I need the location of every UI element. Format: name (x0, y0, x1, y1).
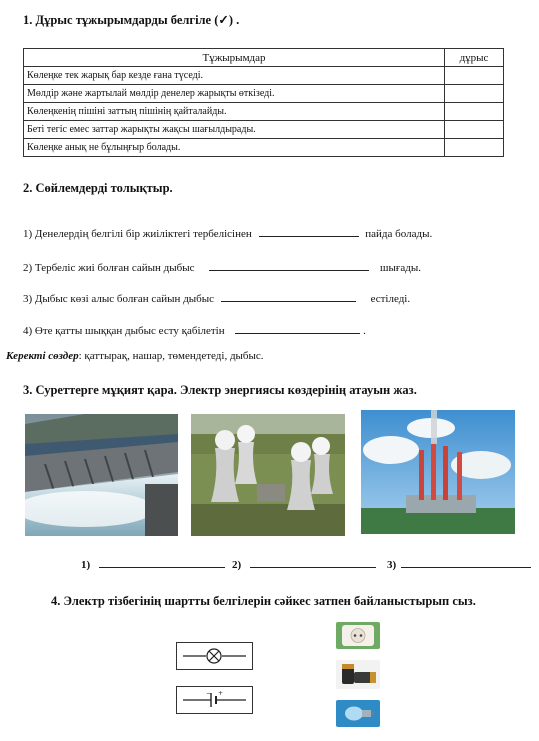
table-row (24, 121, 504, 139)
checkbox-cell[interactable] (445, 103, 504, 121)
sentence-1-start: 1) Денелердің белгілі бір жиіліктегі тербелісінен (23, 228, 252, 240)
sentence-2-end: шығады. (380, 262, 422, 274)
answer-label-3: 3) (387, 559, 397, 571)
checkbox-cell[interactable] (445, 139, 504, 157)
q4-title: 4. Электр тізбегінің шартты белгілерін сәйкес затпен байланыстырып сыз. (51, 594, 476, 608)
answer-line-1 (81, 557, 225, 571)
batteries-image[interactable] (336, 660, 380, 689)
answer-blank-1[interactable] (259, 226, 359, 237)
hydro-dam-photo (25, 414, 178, 536)
statement-cell: Мөлдір және жартылай мөлдір денелер жарықты өткізеді. (24, 85, 445, 103)
checkbox-cell[interactable] (445, 85, 504, 103)
svg-text:−: − (206, 690, 212, 697)
col-true-header: дұрыс (445, 49, 504, 67)
socket-image[interactable] (336, 622, 380, 649)
answer-blank-2[interactable] (209, 260, 369, 271)
answer-line-2 (232, 557, 376, 571)
sentence-1 (23, 226, 432, 240)
sentence-1-end: пайда болады. (365, 228, 433, 240)
keywords-text: : қаттырақ, нашар, төмендетеді, дыбыс. (78, 350, 264, 362)
checkbox-cell[interactable] (445, 121, 504, 139)
answer-label-2: 2) (232, 559, 242, 571)
statement-cell: Көлеңкенің пішіні заттың пішінің қайталайды. (24, 103, 445, 121)
answer-blank-photo-3[interactable] (401, 557, 531, 568)
answer-blank-photo-2[interactable] (250, 557, 376, 568)
sentence-4-start: 4) Өте қатты шыққан дыбыс есту қабілетін (23, 325, 225, 337)
table-row (24, 139, 504, 157)
answer-blank-photo-1[interactable] (99, 557, 225, 568)
q2-title: 2. Сөйлемдерді толықтыр. (23, 181, 173, 195)
light-bulb-image[interactable] (336, 700, 380, 727)
statement-cell: Беті тегіс емес заттар жарықты жақсы шағылдырады. (24, 121, 445, 139)
answer-line-3 (387, 557, 531, 571)
answer-blank-4[interactable] (235, 323, 360, 334)
sentence-3-start: 3) Дыбыс көзі алыс болған сайын дыбыс (23, 293, 215, 305)
sentence-3-end: естіледі. (370, 293, 411, 305)
statement-cell: Көлеңке анық не бұлыңғыр болады. (24, 139, 445, 157)
thermal-plant-photo (361, 410, 515, 534)
answer-blank-3[interactable] (221, 291, 356, 302)
col-statements-header: Тұжырымдар (24, 49, 445, 67)
lamp-symbol[interactable] (176, 642, 253, 670)
statement-cell: Көлеңке тек жарық бар кезде ғана түседі. (24, 67, 445, 85)
checkbox-cell[interactable] (445, 67, 504, 85)
battery-symbol[interactable] (176, 686, 253, 714)
sentence-2 (23, 260, 421, 274)
nuclear-plant-photo (191, 414, 345, 536)
sentence-4 (23, 323, 366, 337)
sentence-3 (23, 291, 410, 305)
statements-table (23, 48, 504, 157)
keywords-line (6, 350, 264, 362)
sentence-4-end: . (363, 325, 366, 337)
table-row (24, 85, 504, 103)
table-row (24, 67, 504, 85)
answer-label-1: 1) (81, 559, 91, 571)
table-row (24, 103, 504, 121)
svg-text:+: + (218, 690, 224, 697)
q3-title: 3. Суреттерге мұқият қара. Электр энергиясы көздерінің атауын жаз. (23, 383, 417, 397)
keywords-label: Керекті сөздер (6, 350, 79, 362)
q1-title: 1. Дұрыс тұжырымдарды белгіле (✓) . (23, 13, 240, 27)
sentence-2-start: 2) Тербеліс жиі болған сайын дыбыс (23, 262, 195, 274)
